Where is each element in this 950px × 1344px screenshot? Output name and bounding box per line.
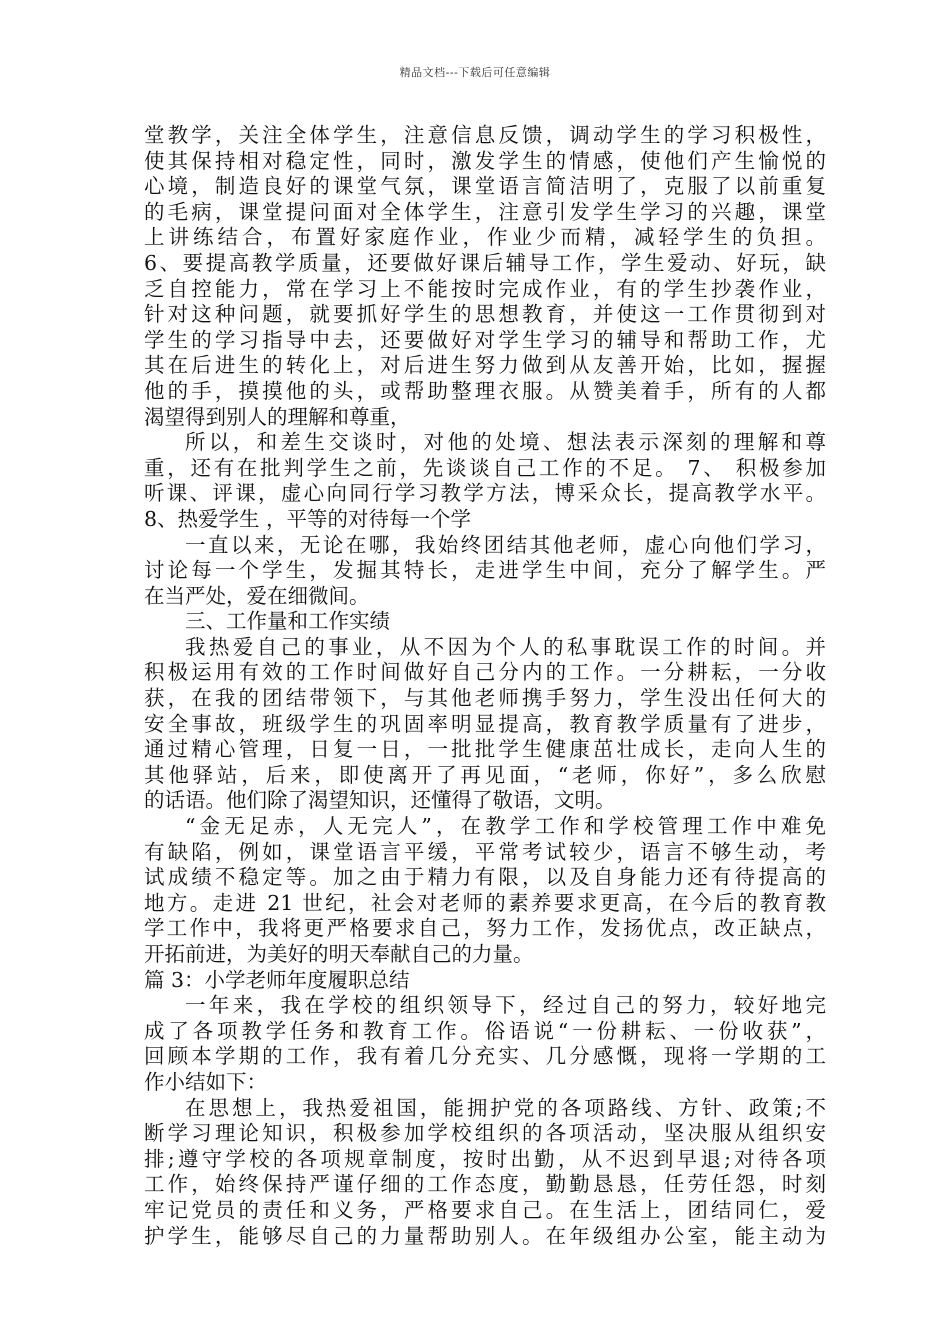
text-line: “金无足赤，人无完人”，在教学工作和学校管理工作中难免: [185, 814, 826, 839]
text-line: 8、热爱学生 ，平等的对待每一个学: [144, 506, 472, 531]
text-line: 堂教学，关注全体学生，注意信息反馈，调动学生的学习积极性，: [144, 123, 826, 147]
text-line: 渴望得到别人的理解和尊重，: [144, 404, 411, 429]
text-line: 工作，始终保持严谨仔细的工作态度，勤勤恳恳，任劳任怨，时刻: [144, 1172, 826, 1197]
text-line: 积极运用有效的工作时间做好自己分内的工作。一分耕耘，一分收: [144, 660, 826, 685]
text-line: 一年来，我在学校的组织领导下，经过自己的努力，较好地完: [185, 993, 826, 1018]
text-line: 地方。走进 21 世纪，社会对老师的素养要求更高，在今后的教育教: [144, 890, 826, 915]
text-line: 乏自控能力，常在学习上不能按时完成作业，有的学生抄袭作业，: [144, 276, 826, 301]
text-line: 作小结如下：: [144, 1069, 267, 1094]
text-line: 6、要提高教学质量，还要做好课后辅导工作，学生爱动、好玩，缺: [144, 250, 826, 275]
text-line: 其在后进生的转化上，对后进生努力做到从友善开始，比如，握握: [144, 353, 826, 378]
text-line: 排;遵守学校的各项规章制度，按时出勤，从不迟到早退;对待各项: [144, 1146, 826, 1171]
text-line: 牢记党员的责任和义务，严格要求自己。在生活上，团结同仁，爱: [144, 1197, 826, 1222]
text-line: 三、工作量和工作实绩: [185, 609, 390, 634]
text-line: 所以，和差生交谈时，对他的处境、想法表示深刻的理解和尊: [185, 430, 826, 455]
text-line: 学生的学习指导中去，还要做好对学生学习的辅导和帮助工作，尤: [144, 327, 826, 352]
text-line: 心境，制造良好的课堂气氛，课堂语言简洁明了，克服了以前重复: [144, 174, 826, 199]
text-line: 在思想上，我热爱祖国，能拥护党的各项路线、方针、政策;不: [185, 1095, 826, 1120]
text-line: 有缺陷，例如，课堂语言平缓，平常考试较少，语言不够生动，考: [144, 839, 826, 864]
text-line: 回顾本学期的工作，我有着几分充实、几分感慨，现将一学期的工: [144, 1044, 826, 1069]
text-line: 针对这种问题，就要抓好学生的思想教育，并使这一工作贯彻到对: [144, 302, 826, 327]
text-line: 重，还有在批判学生之前，先谈谈自己工作的不足。 7、 积极参加: [144, 455, 826, 480]
text-line: 我热爱自己的事业，从不因为个人的私事耽误工作的时间。并: [185, 634, 826, 659]
text-line: 的话语。他们除了渴望知识，还懂得了敬语，文明。: [144, 788, 616, 813]
text-line: 听课、评课，虚心向同行学习教学方法，博采众长，提高教学水平。: [144, 481, 826, 506]
text-line: 安全事故，班级学生的巩固率明显提高，教育教学质量有了进步，: [144, 711, 826, 736]
text-line: 试成绩不稳定等。加之由于精力有限，以及自身能力还有待提高的: [144, 865, 826, 890]
text-line: 成了各项教学任务和教育工作。俗语说“一份耕耘、一份收获”，: [144, 1018, 826, 1043]
text-line: 开拓前进，为美好的明天奉献自己的力量。: [144, 942, 534, 966]
text-line: 断学习理论知识，积极参加学校组织的各项活动，坚决服从组织安: [144, 1121, 826, 1146]
page-header: 精品文档---下载后可任意编辑: [399, 66, 551, 79]
text-line: 一直以来，无论在哪，我始终团结其他老师，虚心向他们学习，: [185, 532, 826, 557]
text-line: 学工作中，我将更严格要求自己，努力工作，发扬优点，改正缺点，: [144, 916, 826, 941]
text-line: 护学生，能够尽自己的力量帮助别人。在年级组办公室，能主动为: [144, 1223, 826, 1248]
body-text: [144, 123, 826, 1249]
text-line: 的毛病，课堂提问面对全体学生，注意引发学生学习的兴趣，课堂: [144, 199, 826, 224]
text-line: 获，在我的团结带领下，与其他老师携手努力，学生没出任何大的: [144, 686, 826, 711]
text-line: 在当严处，爱在细微间。: [144, 583, 370, 608]
text-line: 他的手，摸摸他的头，或帮助整理衣服。从赞美着手，所有的人都: [144, 378, 826, 403]
text-line: 上讲练结合，布置好家庭作业，作业少而精，减轻学生的负担。: [144, 225, 826, 250]
text-line: 篇 3：小学老师年度履职总结: [144, 967, 410, 992]
text-line: 使其保持相对稳定性，同时，激发学生的情感，使他们产生愉悦的: [144, 148, 826, 173]
text-line: 讨论每一个学生，发掘其特长，走进学生中间，充分了解学生。严: [144, 558, 826, 583]
text-line: 通过精心管理，日复一日，一批批学生健康茁壮成长，走向人生的: [144, 737, 826, 762]
text-line: 其他驿站，后来，即使离开了再见面，“老师，你好”，多么欣慰: [144, 762, 826, 787]
